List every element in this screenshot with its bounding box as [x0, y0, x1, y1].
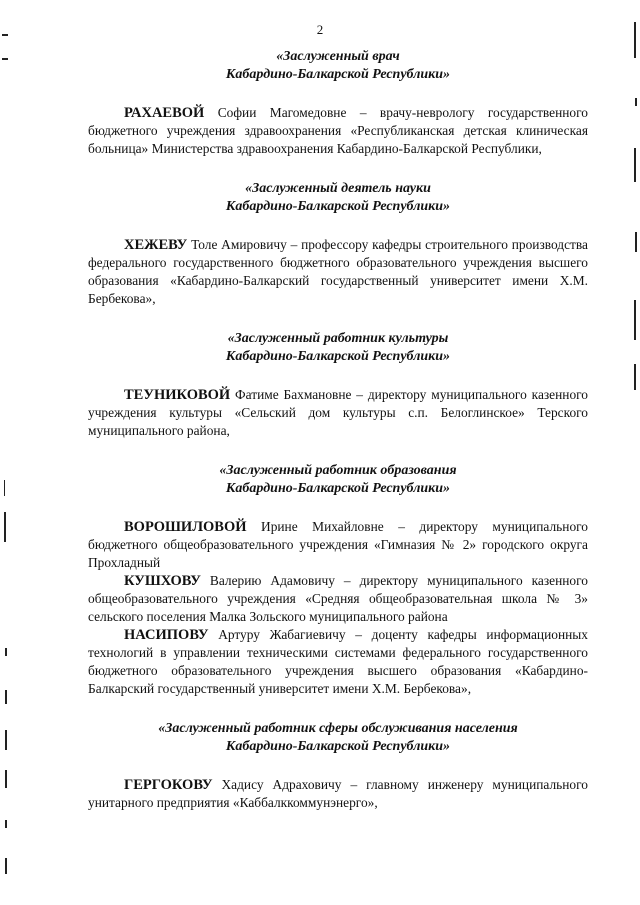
award-entry [88, 104, 588, 158]
scan-mark [634, 22, 636, 58]
award-entry [88, 518, 588, 572]
award-entry [88, 236, 588, 308]
award-section-culture [88, 330, 588, 440]
award-title: «Заслуженный работник образования Кабардино-Балкарской Республики» [219, 463, 457, 496]
recipient-description: Артуру Жабагиевичу – доценту кафедры информационных технологий в управлении техническими системами федерального государственного бюджетного образовательного учреждения высшего образования «Кабардино-Балкарский государственный университет имени Х.М. Бербекова», [88, 627, 588, 696]
award-section-services [88, 720, 588, 812]
scan-mark [5, 770, 7, 788]
document-body [88, 48, 588, 812]
recipient-name: РАХАЕВОЙ [124, 105, 205, 121]
award-title: «Заслуженный работник сферы обслуживания населения Кабардино-Балкарской Республики» [158, 721, 518, 754]
recipient-description: Валерию Адамовичу – директору муниципального казенного общеобразовательного учреждения «Средняя общеобразовательная школа № 3» сельского поселения Малка Зольского муниципального района [88, 573, 588, 624]
recipient-description: Толе Амировичу – профессору кафедры строительного производства федерального государственного бюджетного образовательного учреждения высшего образования «Кабардино-Балкарский государственный университет имени Х.М. Бербекова», [88, 237, 588, 306]
scan-mark [635, 98, 637, 106]
recipient-description: Хадису Адраховичу – главному инженеру муниципального унитарного предприятия «Каббалккоммунэнерго», [88, 777, 588, 810]
scan-mark [5, 648, 7, 656]
award-entry [88, 626, 588, 698]
recipient-name: ГЕРГОКОВУ [124, 777, 213, 793]
scan-mark [634, 364, 636, 390]
award-title: «Заслуженный деятель науки Кабардино-Балкарской Республики» [225, 181, 451, 214]
award-entry [88, 572, 588, 626]
scan-mark [4, 512, 6, 542]
award-section-education [88, 462, 588, 698]
scan-mark [5, 858, 7, 874]
recipient-name: НАСИПОВУ [124, 627, 209, 643]
award-section-science [88, 180, 588, 308]
recipient-name: КУШХОВУ [124, 573, 201, 589]
recipient-description: Софии Магомедовне – врачу-неврологу государственного бюджетного учреждения здравоохранения «Республиканская детская клиническая больница» Министерства здравоохранения Кабардино-Балкарской Республики, [88, 105, 588, 156]
scan-mark [5, 690, 7, 704]
scan-mark [5, 730, 7, 750]
recipient-name: ХЕЖЕВУ [124, 237, 188, 253]
scan-mark [634, 148, 636, 182]
scan-mark [4, 480, 5, 496]
recipient-name: ВОРОШИЛОВОЙ [124, 519, 247, 535]
award-entry [88, 776, 588, 812]
recipient-description: Ирине Михайловне – директору муниципального бюджетного общеобразовательного учреждения «Гимназия № 2» городского округа Прохладный [88, 519, 588, 570]
award-title: «Заслуженный врач Кабардино-Балкарской Республики» [225, 49, 451, 82]
scan-mark [2, 58, 8, 60]
award-section-doctor [88, 48, 588, 158]
scan-mark [635, 232, 637, 252]
scan-mark [5, 820, 7, 828]
scan-mark [2, 34, 8, 36]
recipient-name: ТЕУНИКОВОЙ [124, 387, 231, 403]
page-number: 2 [316, 22, 324, 37]
scan-mark [634, 300, 636, 340]
award-title: «Заслуженный работник культуры Кабардино-Балкарской Республики» [225, 331, 451, 364]
recipient-description: Фатиме Бахмановне – директору муниципального казенного учреждения культуры «Сельский дом культуры с.п. Белоглинское» Терского муниципального района, [88, 387, 588, 438]
award-entry [88, 386, 588, 440]
